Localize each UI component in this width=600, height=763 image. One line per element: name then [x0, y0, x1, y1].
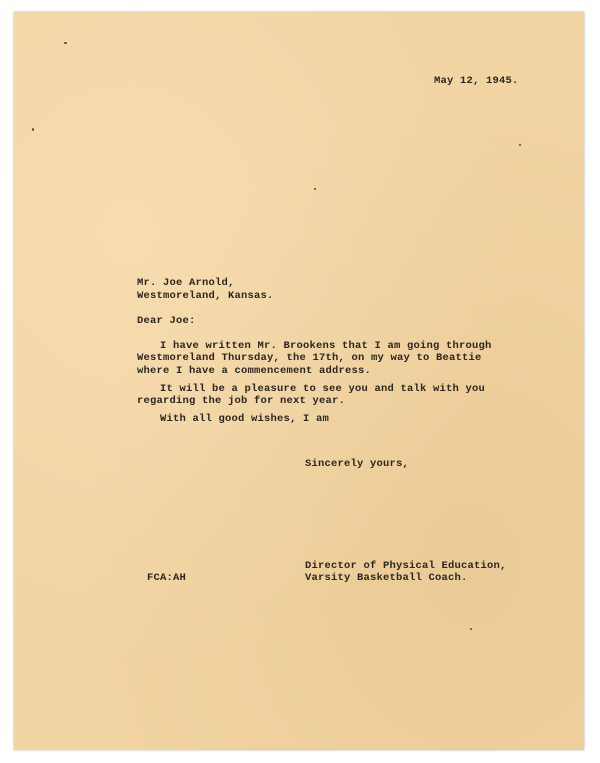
signature-title: Director of Physical Education,	[305, 560, 507, 572]
paper-speck	[470, 628, 472, 630]
body-line: With all good wishes, I am	[160, 413, 330, 425]
paper-speck	[32, 128, 34, 131]
salutation: Dear Joe:	[137, 315, 196, 327]
typist-initials: FCA:AH	[147, 572, 187, 584]
paper-speck	[519, 144, 521, 146]
closing: Sincerely yours,	[305, 458, 410, 470]
recipient-address: Westmoreland, Kansas.	[137, 290, 274, 302]
body-line: I have written Mr. Brookens that I am going through	[160, 340, 492, 352]
body-line: regarding the job for next year.	[137, 395, 346, 407]
signature-title: Varsity Basketball Coach.	[305, 572, 468, 584]
letter-page	[14, 12, 584, 750]
paper-speck	[64, 42, 67, 44]
body-line: Westmoreland Thursday, the 17th, on my way to Beattie	[137, 352, 482, 364]
recipient-name: Mr. Joe Arnold,	[137, 277, 235, 289]
body-line: where I have a commencement address.	[137, 365, 372, 377]
paper-speck	[314, 188, 316, 190]
body-line: It will be a pleasure to see you and talk with you	[160, 383, 486, 395]
letter-date: May 12, 1945.	[434, 75, 519, 87]
